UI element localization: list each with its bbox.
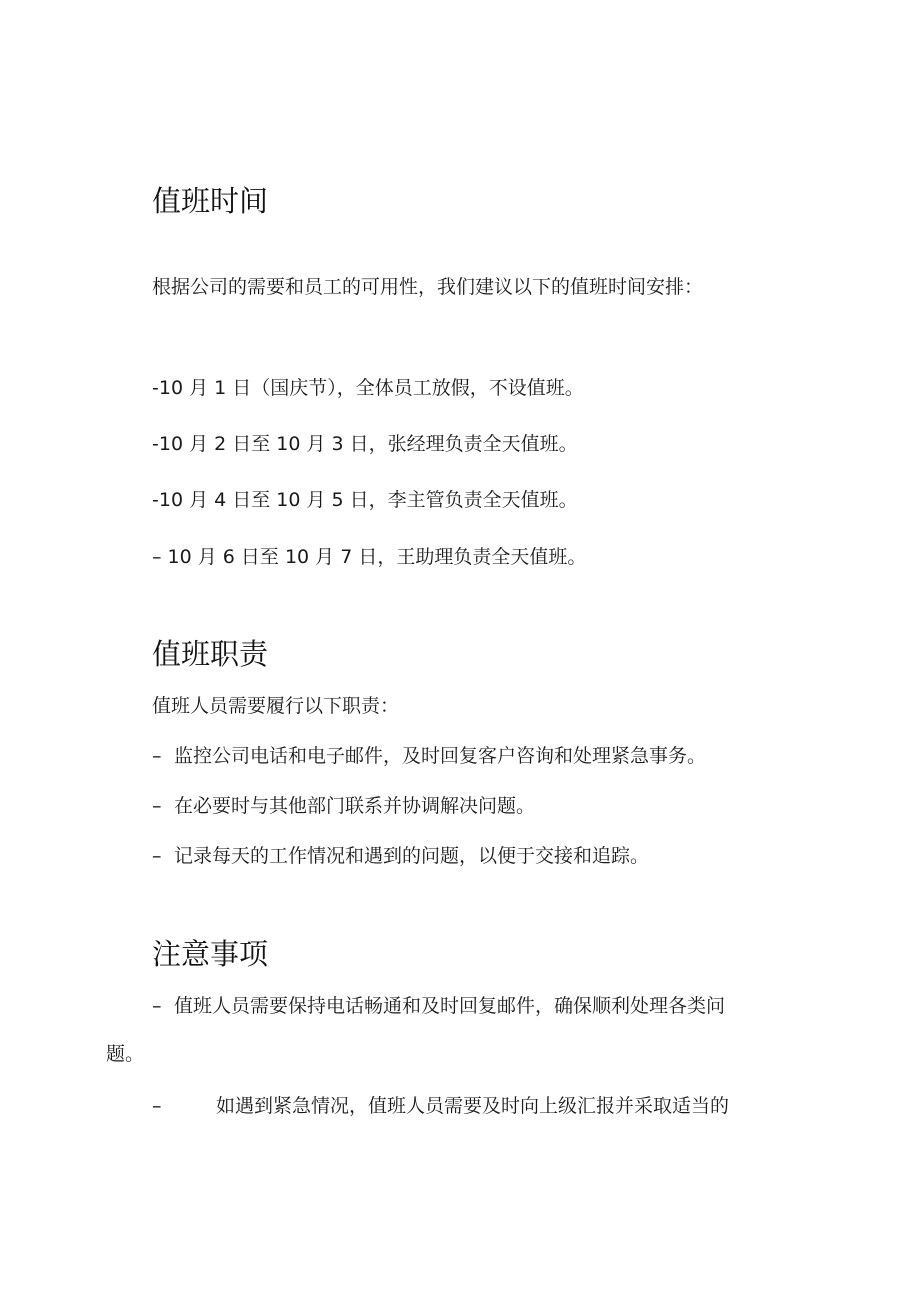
- note-item-continuation: 题。: [106, 1043, 145, 1065]
- duty-item-text: 监控公司电话和电子邮件，及时回复客户咨询和处理紧急事务。: [174, 745, 707, 767]
- heading-duties: 值班职责: [152, 637, 269, 671]
- schedule-item: – 10 月 6 日至 10 月 7 日，王助理负责全天值班。: [152, 546, 587, 568]
- duty-item: [152, 743, 706, 769]
- list-dash: –: [152, 995, 162, 1017]
- heading-schedule: 值班时间: [152, 184, 269, 218]
- note-item-text: 如遇到紧急情况，值班人员需要及时向上级汇报并采取适当的: [216, 1095, 730, 1117]
- note-item-text: 值班人员需要保持电话畅通和及时回复邮件，确保顺利处理各类问: [174, 995, 726, 1017]
- duty-item-text: 在必要时与其他部门联系并协调解决问题。: [174, 795, 536, 817]
- list-dash: –: [152, 795, 162, 817]
- schedule-item: -10 月 1 日（国庆节），全体员工放假，不设值班。: [152, 377, 584, 399]
- note-item-line: [152, 993, 725, 1019]
- list-dash: –: [152, 845, 162, 867]
- schedule-item: -10 月 4 日至 10 月 5 日，李主管负责全天值班。: [152, 489, 578, 511]
- duty-item: [152, 793, 535, 819]
- note-item-line: [152, 1093, 729, 1119]
- duty-item: [152, 843, 649, 869]
- list-dash: –: [152, 745, 162, 767]
- schedule-item: -10 月 2 日至 10 月 3 日，张经理负责全天值班。: [152, 433, 578, 455]
- duties-intro: 值班人员需要履行以下职责：: [152, 695, 400, 717]
- list-dash: –: [152, 1095, 162, 1117]
- heading-notes: 注意事项: [152, 937, 269, 971]
- duty-item-text: 记录每天的工作情况和遇到的问题，以便于交接和追踪。: [174, 845, 650, 867]
- schedule-intro: 根据公司的需要和员工的可用性，我们建议以下的值班时间安排：: [152, 276, 704, 298]
